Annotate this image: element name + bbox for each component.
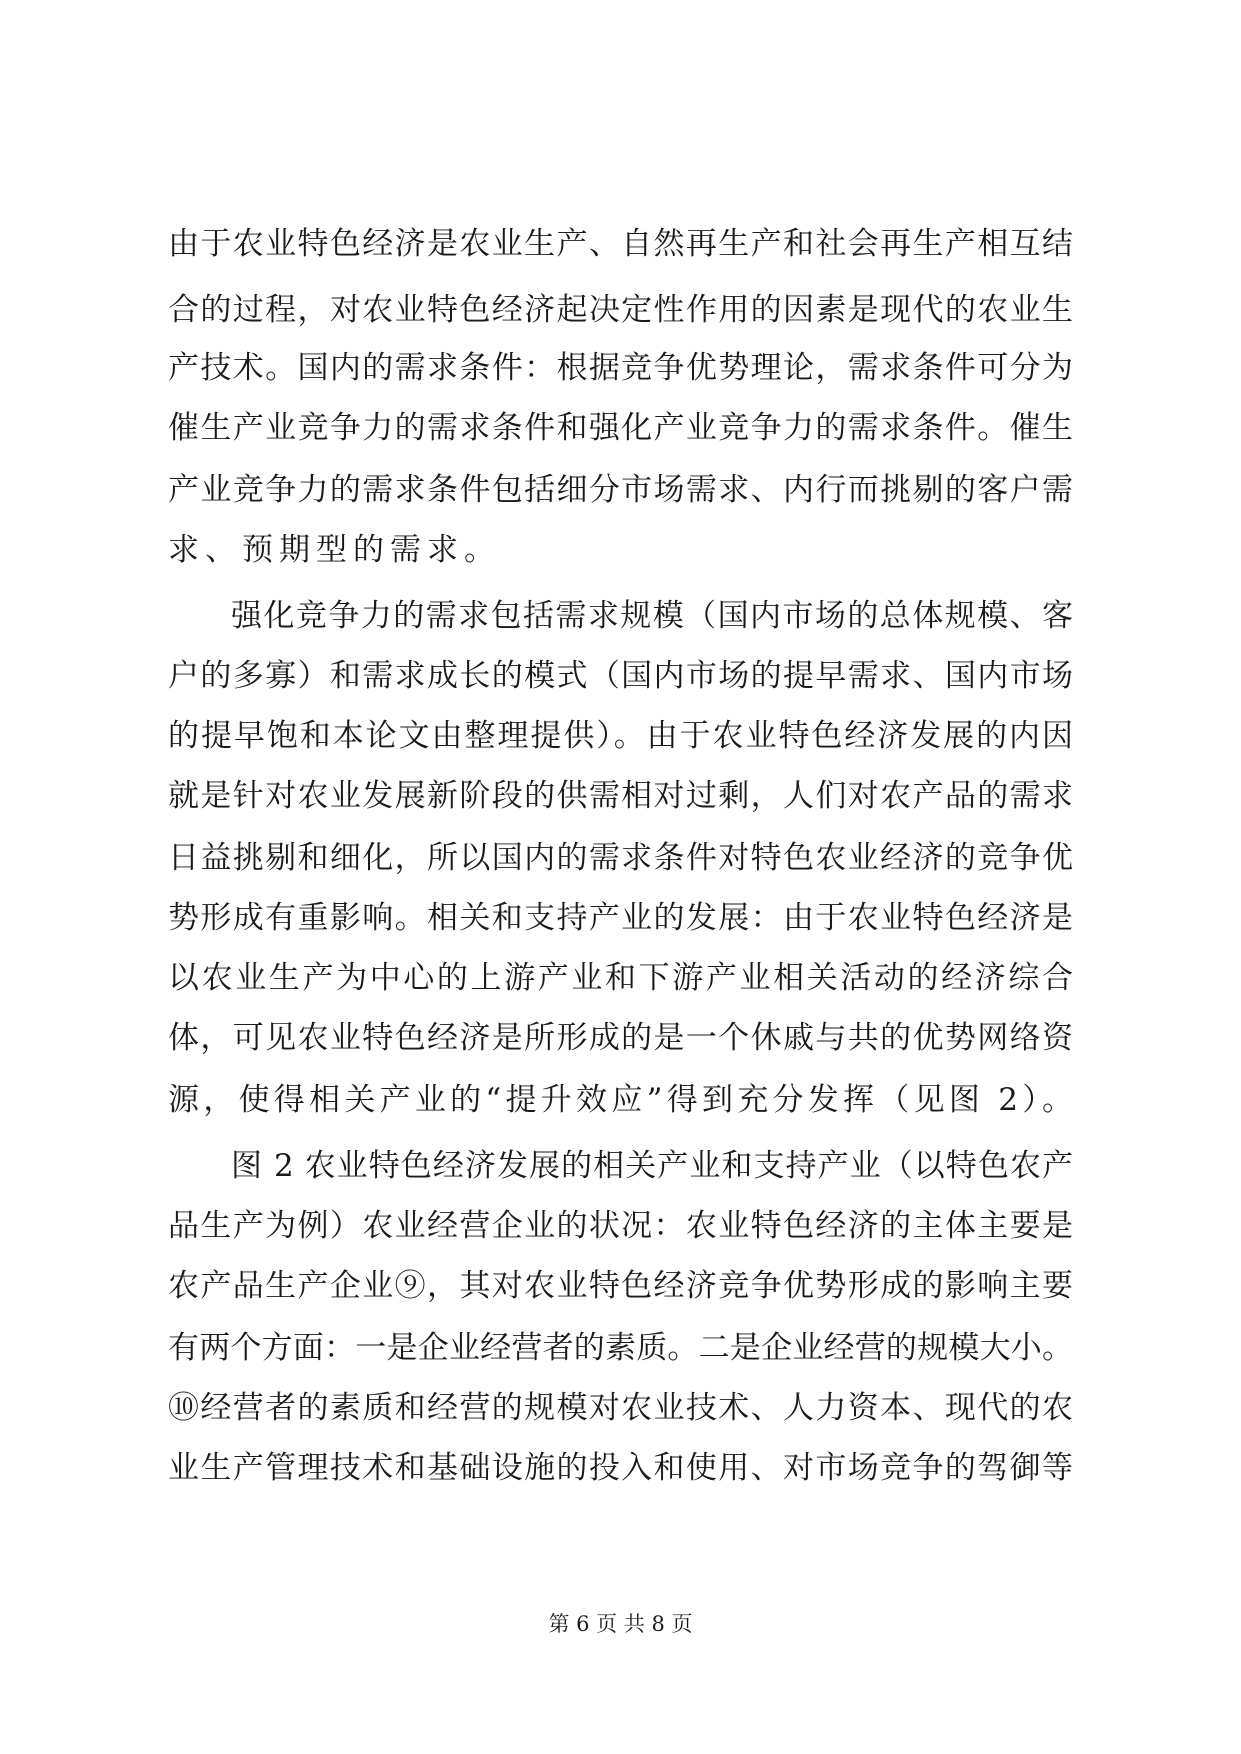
text-line: 由于农业特色经济是农业生产、自然再生产和社会再生产相互结 bbox=[168, 226, 1073, 262]
text-line: 产业竞争力的需求条件包括细分市场需求、内行而挑剔的客户需 bbox=[168, 472, 1073, 508]
text-line: 源，使得相关产业的“提升效应”得到充分发挥（见图 2）。 bbox=[168, 1082, 1073, 1118]
text-line: ⑩经营者的素质和经营的规模对农业技术、人力资本、现代的农 bbox=[168, 1390, 1073, 1426]
text-line: 体，可见农业特色经济是所形成的是一个休戚与共的优势网络资 bbox=[168, 1020, 1073, 1056]
page-number-footer: 第 6 页 共 8 页 bbox=[548, 1612, 693, 1636]
text-line: 品生产为例）农业经营企业的状况：农业特色经济的主体主要是 bbox=[168, 1208, 1073, 1244]
text-line: 势形成有重影响。相关和支持产业的发展：由于农业特色经济是 bbox=[168, 900, 1073, 936]
text-line: 催生产业竞争力的需求条件和强化产业竞争力的需求条件。催生 bbox=[168, 410, 1073, 446]
text-line: 就是针对农业发展新阶段的供需相对过剩，人们对农产品的需求 bbox=[168, 778, 1073, 814]
text-line: 农产品生产企业⑨，其对农业特色经济竞争优势形成的影响主要 bbox=[168, 1268, 1073, 1304]
text-line: 求、预期型的需求。 bbox=[168, 532, 501, 568]
text-line: 以农业生产为中心的上游产业和下游产业相关活动的经济综合 bbox=[168, 960, 1073, 996]
text-line: 日益挑剔和细化，所以国内的需求条件对特色农业经济的竞争优 bbox=[168, 840, 1073, 876]
text-line: 的提早饱和本论文由整理提供）。由于农业特色经济发展的内因 bbox=[168, 718, 1073, 754]
paragraph-first-line: 强化竞争力的需求包括需求规模（国内市场的总体规模、客 bbox=[231, 598, 1073, 634]
text-line: 合的过程，对农业特色经济起决定性作用的因素是现代的农业生 bbox=[168, 292, 1073, 328]
paragraph-first-line: 图 2 农业特色经济发展的相关产业和支持产业（以特色农产 bbox=[231, 1148, 1073, 1184]
text-line: 业生产管理技术和基础设施的投入和使用、对市场竞争的驾御等 bbox=[168, 1450, 1073, 1486]
text-line: 户的多寡）和需求成长的模式（国内市场的提早需求、国内市场 bbox=[168, 658, 1073, 694]
text-line: 产技术。国内的需求条件：根据竞争优势理论，需求条件可分为 bbox=[168, 350, 1073, 386]
text-line: 有两个方面：一是企业经营者的素质。二是企业经营的规模大小。 bbox=[168, 1330, 1073, 1366]
